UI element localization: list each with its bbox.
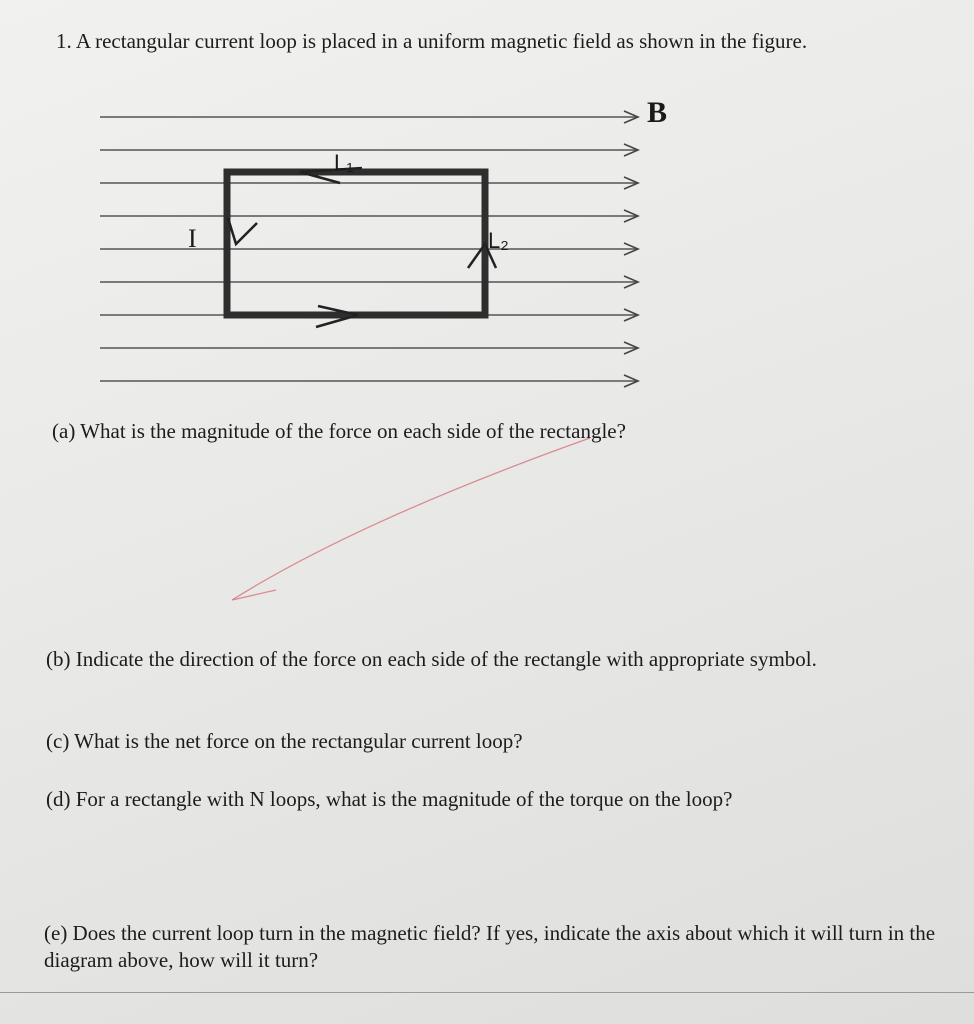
field-label-b: B [647, 96, 668, 129]
page-bottom-rule [0, 992, 974, 993]
question-a: (a) What is the magnitude of the force on each side of the rectangle? [52, 419, 626, 443]
red-pen-tick [232, 590, 276, 600]
current-loop-rectangle [227, 172, 485, 315]
side-label-l1: L₁ [334, 150, 354, 175]
left-current-arrow [228, 218, 257, 244]
question-e: (e) Does the current loop turn in the magnetic field? If yes, indicate the axis about which it will turn in the diagram above, how will it turn? [44, 921, 936, 972]
side-label-l2: L₂ [488, 228, 509, 253]
red-pen-stroke [232, 438, 590, 600]
question-c: (c) What is the net force on the rectangular current loop? [46, 729, 523, 753]
question-d: (d) For a rectangle with N loops, what is the magnitude of the torque on the loop? [46, 787, 733, 811]
magnetic-field-lines [100, 111, 638, 387]
question-1-prompt: 1. A rectangular current loop is placed in a uniform magnetic field as shown in the figure. [56, 29, 808, 53]
question-b: (b) Indicate the direction of the force on each side of the rectangle with appropriate symbol. [46, 647, 817, 671]
current-label-i: I [188, 224, 197, 253]
